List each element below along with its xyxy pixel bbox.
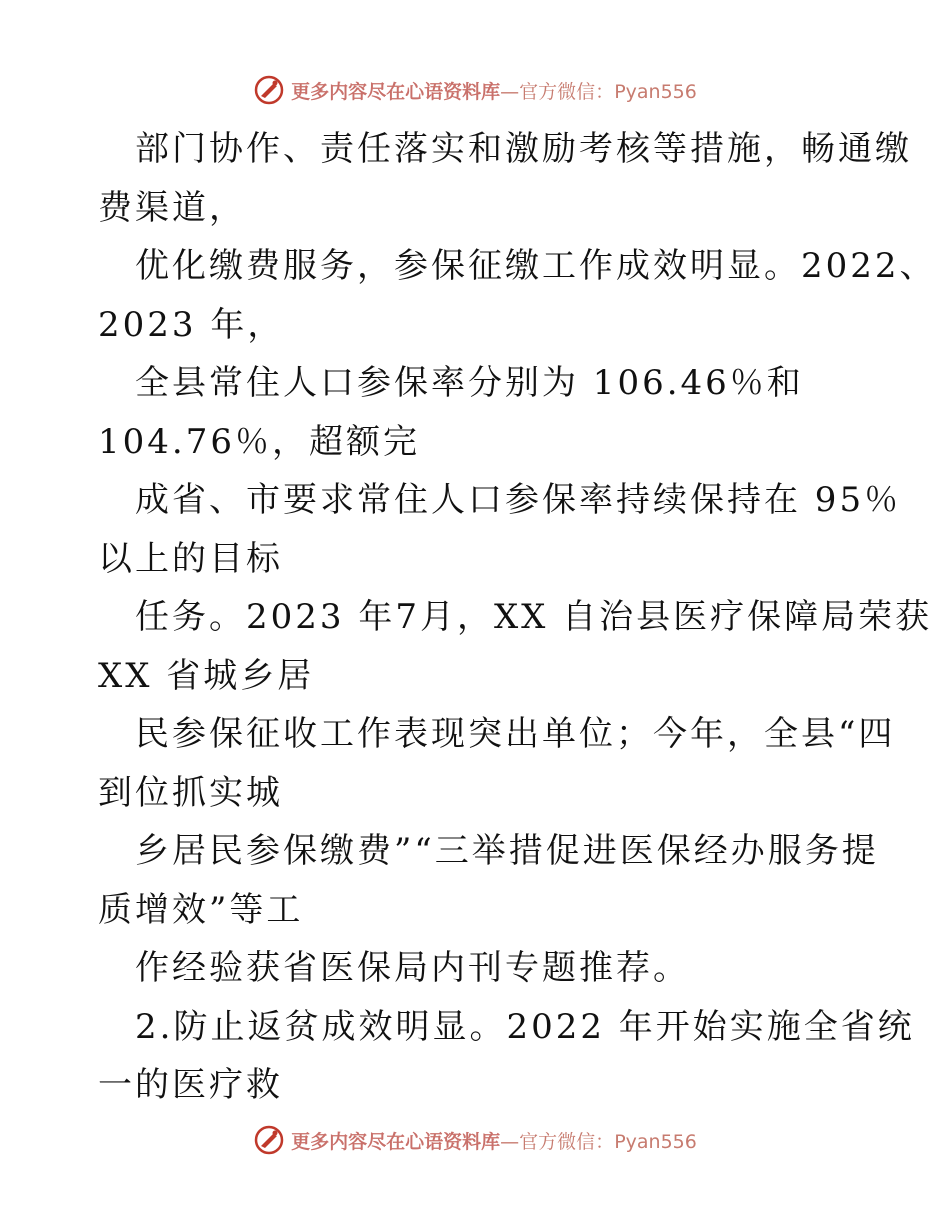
body-line: 部门协作、责任落实和激励考核等措施，畅通缴 (135, 129, 912, 169)
banner-text (291, 1127, 697, 1154)
body-line: 成省、市要求常住人口参保率持续保持在 95％ (135, 480, 902, 520)
banner-dash: — (500, 80, 520, 103)
library-logo-icon (253, 74, 285, 106)
body-line: 到位抓实城 (98, 772, 283, 813)
banner-handle: Pyan556 (614, 80, 697, 103)
footer-watermark-banner (0, 1120, 950, 1160)
body-line: 全县常住人口参保率分别为 106.46％和 (135, 363, 804, 403)
body-line: 任务。2023 年7月，XX 自治县医疗保障局荣获 (135, 597, 933, 637)
body-line: 优化缴费服务，参保征缴工作成效明显。2022、 (135, 246, 937, 286)
banner-dash: — (500, 1130, 520, 1153)
banner-text (291, 77, 697, 104)
header-watermark-banner (0, 70, 950, 110)
body-line: 作经验获省医保局内刊专题推荐。 (135, 948, 690, 988)
body-line: 2023 年， (98, 304, 285, 345)
body-line: 以上的目标 (98, 538, 283, 579)
body-line: 费渠道， (98, 187, 246, 228)
body-line: XX 省城乡居 (98, 655, 315, 696)
banner-site-text: 更多内容尽在心语资料库 (291, 80, 501, 103)
body-line: 104.76％，超额完 (98, 421, 420, 462)
banner-site-text: 更多内容尽在心语资料库 (291, 1130, 501, 1153)
body-line: 质增效”等工 (98, 889, 304, 930)
body-line: 一的医疗救 (98, 1065, 283, 1105)
body-line: 民参保征收工作表现突出单位；今年，全县“四 (135, 714, 896, 754)
banner-handle: Pyan556 (614, 1130, 697, 1153)
body-line: 2.防止返贫成效明显。2022 年开始实施全省统 (135, 1006, 915, 1047)
body-line: 乡居民参保缴费”“三举措促进医保经办服务提 (135, 831, 879, 871)
banner-wechat-label: 官方微信： (519, 80, 615, 103)
banner-wechat-label: 官方微信： (519, 1130, 615, 1153)
document-body (98, 120, 937, 1115)
library-logo-icon (253, 1124, 285, 1156)
